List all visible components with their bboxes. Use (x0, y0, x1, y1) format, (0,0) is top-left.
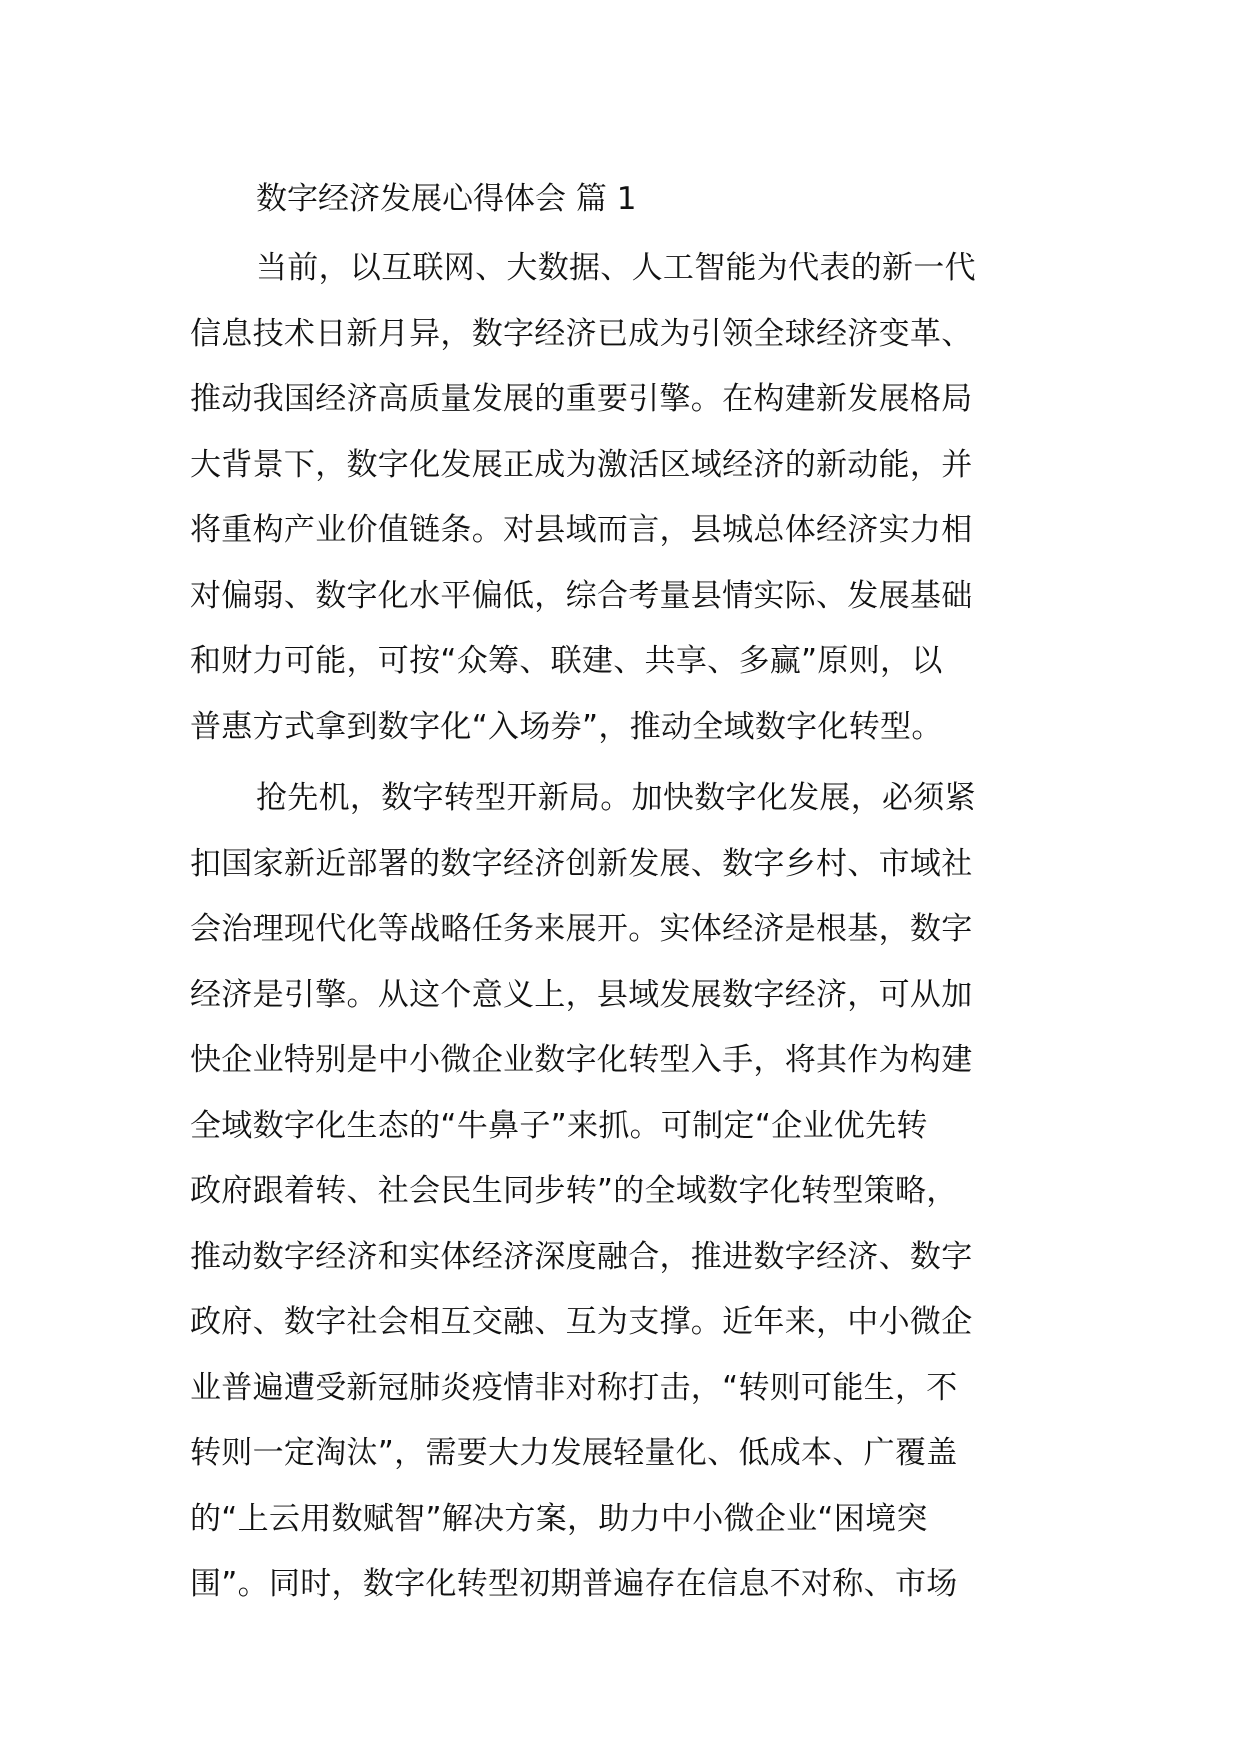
paragraph-line: 快企业特别是中小微企业数字化转型入手，将其作为构建 (190, 1042, 973, 1078)
document-body (190, 166, 1062, 1624)
paragraph-line: 全域数字化生态的“牛鼻子”来抓。可制定“企业优先转 (190, 1107, 928, 1144)
paragraph-line: 会治理现代化等战略任务来展开。实体经济是根基，数字 (190, 911, 973, 947)
paragraph-line: 将重构产业价值链条。对县域而言，县城总体经济实力相 (190, 512, 973, 548)
paragraph-line: 业普遍遭受新冠肺炎疫情非对称打击，“转则可能生，不 (190, 1369, 958, 1406)
paragraph-line: 转则一定淘汰”，需要大力发展轻量化、低成本、广覆盖 (190, 1435, 958, 1471)
paragraph-line: 大背景下，数字化发展正成为激活区域经济的新动能，并 (190, 446, 973, 483)
paragraph-line: 政府、数字社会相互交融、互为支撑。近年来，中小微企 (190, 1304, 973, 1340)
paragraph-line: 扣国家新近部署的数字经济创新发展、数字乡村、市域社 (190, 845, 973, 882)
paragraph-line: 的“上云用数赋智”解决方案，助力中小微企业“困境突 (190, 1500, 928, 1537)
paragraph-line: 抢先机，数字转型开新局。加快数字化发展，必须紧 (256, 780, 976, 816)
paragraph-line: 经济是引擎。从这个意义上，县域发展数字经济，可从加 (190, 976, 973, 1013)
paragraph-line: 和财力可能，可按“众筹、联建、共享、多赢”原则，以 (190, 643, 943, 679)
paragraph-2 (190, 766, 1062, 1618)
paragraph-line: 围”。同时，数字化转型初期普遍存在信息不对称、市场 (190, 1566, 958, 1602)
paragraph-line: 推动我国经济高质量发展的重要引擎。在构建新发展格局 (190, 381, 973, 417)
document-title: 数字经济发展心得体会 篇 1 (256, 181, 637, 217)
paragraph-1 (190, 236, 1062, 760)
paragraph-line: 当前，以互联网、大数据、人工智能为代表的新一代 (256, 250, 976, 286)
paragraph-line: 推动数字经济和实体经济深度融合，推进数字经济、数字 (190, 1238, 973, 1275)
paragraph-line: 普惠方式拿到数字化“入场券”，推动全域数字化转型。 (190, 708, 943, 745)
paragraph-line: 对偏弱、数字化水平偏低，综合考量县情实际、发展基础 (190, 577, 973, 614)
paragraph-line: 政府跟着转、社会民生同步转”的全域数字化转型策略， (190, 1173, 958, 1209)
paragraph-line: 信息技术日新月异，数字经济已成为引领全球经济变革、 (190, 315, 973, 352)
